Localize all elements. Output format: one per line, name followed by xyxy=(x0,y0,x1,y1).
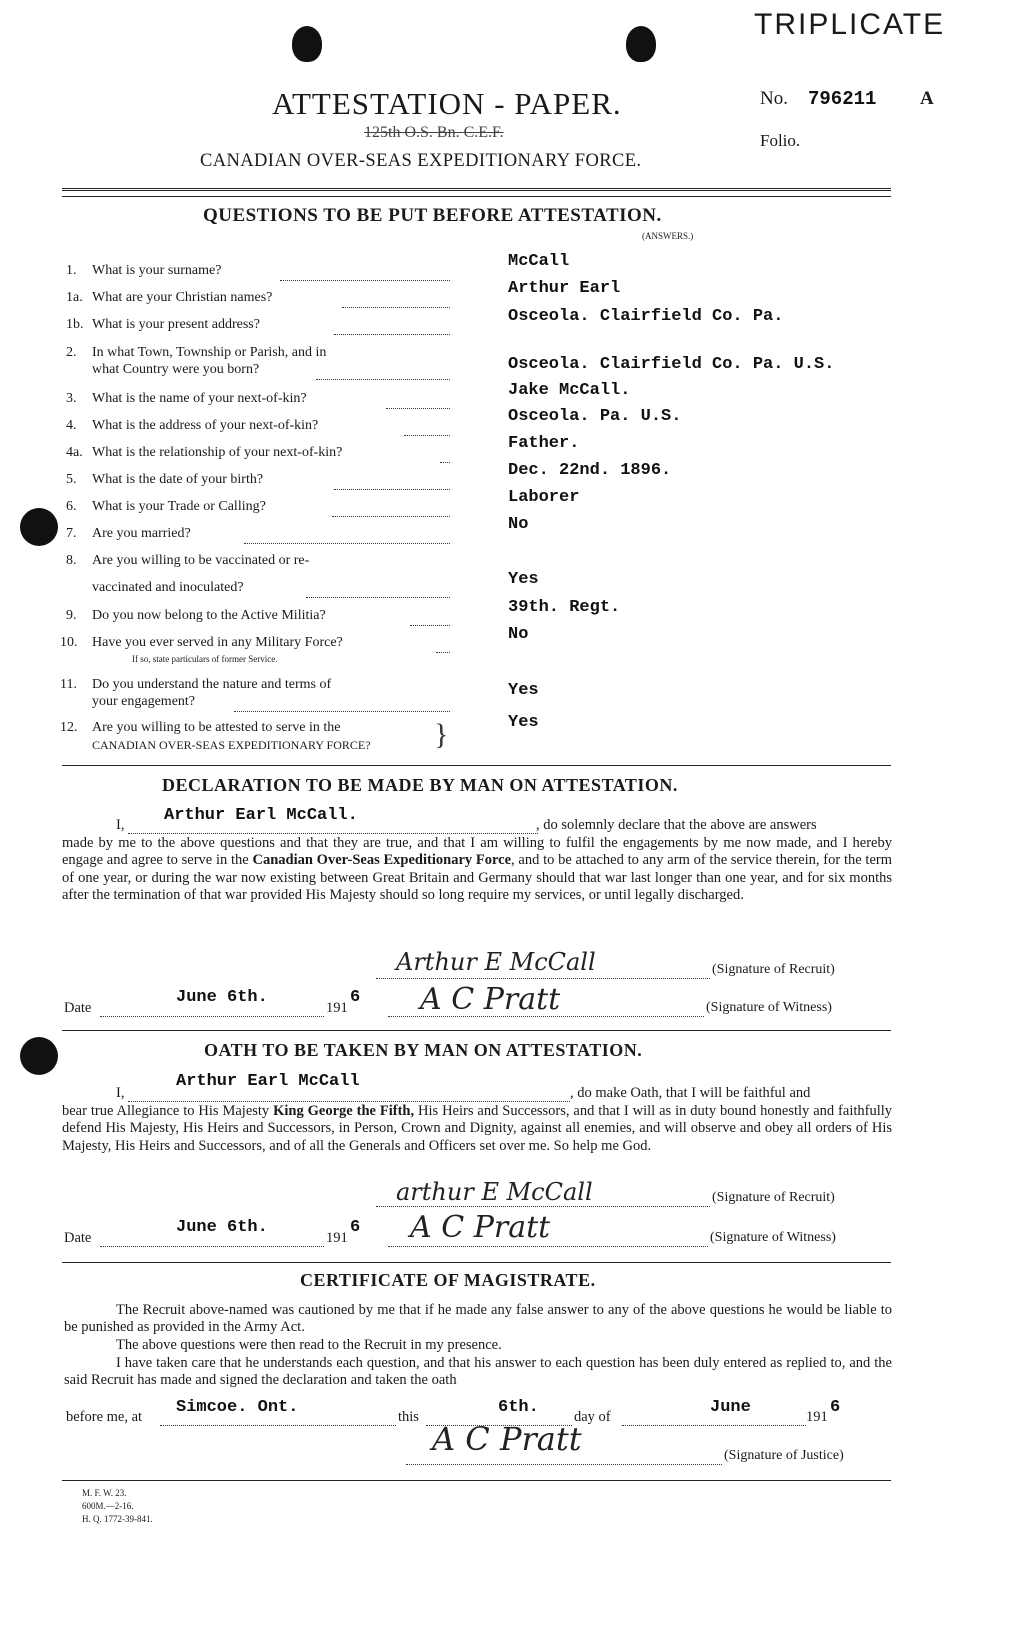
oath-recruit-signature: arthur E McCall xyxy=(396,1178,593,1206)
question-text: What is the address of your next-of-kin? xyxy=(92,418,319,433)
ink-blot-right xyxy=(626,26,656,62)
section-rule xyxy=(62,1030,891,1031)
question-text: Are you willing to be vaccinated or re- xyxy=(92,553,310,568)
question-text-cont: what Country were you born? xyxy=(92,362,260,377)
answer-understand-terms: Yes xyxy=(508,681,539,700)
certificate-this-label: this xyxy=(398,1409,419,1425)
declaration-line1: , do solemnly declare that the above are answers xyxy=(536,817,817,833)
footer-rule xyxy=(62,1480,891,1481)
folio-label: Folio. xyxy=(760,131,801,150)
question-text-cont: CANADIAN OVER-SEAS EXPEDITIONARY FORCE? xyxy=(92,738,371,752)
certificate-day-label: day of xyxy=(574,1409,611,1425)
certificate-year: 191 xyxy=(806,1409,828,1425)
form-number-suffix: A xyxy=(920,88,934,109)
declaration-recruit-signature: Arthur E McCall xyxy=(396,948,596,976)
declaration-witness-label: (Signature of Witness) xyxy=(706,1000,832,1015)
answer-relationship: Father. xyxy=(508,434,580,453)
form-number-label: No. xyxy=(760,88,788,109)
certificate-para-1: The Recruit above-named was cautioned by me that if he made any false answer to any of the above questions he would be liable to be punished as provided in the Army Act. xyxy=(64,1302,892,1336)
answer-birthplace: Osceola. Clairfield Co. Pa. U.S. xyxy=(508,355,835,374)
question-text: Are you willing to be attested to serve in the xyxy=(92,720,341,735)
declaration-heading: DECLARATION TO BE MADE BY MAN ON ATTESTATION. xyxy=(162,775,678,795)
oath-date-label: Date xyxy=(64,1230,92,1246)
declaration-year-digit: 6 xyxy=(350,988,361,1007)
question-number: 1a. xyxy=(66,290,83,305)
question-text: What is the name of your next-of-kin? xyxy=(92,391,307,406)
section-rule xyxy=(62,765,891,766)
answers-label: (ANSWERS.) xyxy=(642,231,694,241)
answer-prior-service: No xyxy=(508,625,529,644)
form-code: M. F. W. 23. xyxy=(82,1488,127,1498)
brace: } xyxy=(434,718,449,751)
declaration-year: 191 xyxy=(326,1000,348,1016)
oath-recruit-label: (Signature of Recruit) xyxy=(712,1190,835,1205)
certificate-place: Simcoe. Ont. xyxy=(176,1398,299,1417)
force-title: CANADIAN OVER-SEAS EXPEDITIONARY FORCE. xyxy=(200,151,642,171)
justice-signature: A C Pratt xyxy=(432,1420,582,1458)
question-text: Do you now belong to the Active Militia? xyxy=(92,608,326,623)
certificate-heading: CERTIFICATE OF MAGISTRATE. xyxy=(300,1270,596,1290)
oath-line1: , do make Oath, that I will be faithful and xyxy=(570,1085,811,1101)
question-text: In what Town, Township or Parish, and in xyxy=(92,345,327,360)
question-text: What is the relationship of your next-of-kin? xyxy=(92,445,343,460)
question-number: 6. xyxy=(66,499,77,514)
punch-hole-top xyxy=(20,508,58,546)
declaration-name: Arthur Earl McCall. xyxy=(164,806,358,825)
oath-witness-signature: A C Pratt xyxy=(410,1210,551,1245)
answer-next-of-kin-address: Osceola. Pa. U.S. xyxy=(508,407,682,426)
question-text: Do you understand the nature and terms of xyxy=(92,677,332,692)
oath-i: I, xyxy=(116,1085,125,1101)
question-number: 4a. xyxy=(66,445,83,460)
question-number: 10. xyxy=(60,635,78,650)
oath-year-digit: 6 xyxy=(350,1218,361,1237)
declaration-witness-signature: A C Pratt xyxy=(420,982,561,1017)
oath-year: 191 xyxy=(326,1230,348,1246)
question-note: If so, state particulars of former Service. xyxy=(132,654,278,664)
punch-hole-bottom xyxy=(20,1037,58,1075)
question-text-cont: your engagement? xyxy=(92,694,196,709)
question-number: 2. xyxy=(66,345,77,360)
question-text: What is the date of your birth? xyxy=(92,472,264,487)
question-text: What is your surname? xyxy=(92,263,222,278)
answer-vaccinated: Yes xyxy=(508,570,539,589)
declaration-date-label: Date xyxy=(64,1000,92,1016)
ink-blot-left xyxy=(292,26,322,62)
answer-willing-to-serve: Yes xyxy=(508,713,539,732)
question-text: What is your Trade or Calling? xyxy=(92,499,266,514)
answer-militia: 39th. Regt. xyxy=(508,598,621,617)
question-text: What is your present address? xyxy=(92,317,260,332)
answer-birth-date: Dec. 22nd. 1896. xyxy=(508,461,672,480)
certificate-para-2: The above questions were then read to the Recruit in my presence. xyxy=(116,1337,502,1353)
answer-surname: McCall xyxy=(508,252,570,271)
certificate-year-digit: 6 xyxy=(830,1398,841,1417)
question-number: 12. xyxy=(60,720,78,735)
oath-heading: OATH TO BE TAKEN BY MAN ON ATTESTATION. xyxy=(204,1040,643,1060)
page-title: ATTESTATION - PAPER. xyxy=(272,86,622,121)
question-number: 4. xyxy=(66,418,77,433)
hq-reference: H. Q. 1772-39-841. xyxy=(82,1514,153,1524)
header-rule xyxy=(62,188,891,191)
justice-label: (Signature of Justice) xyxy=(724,1448,844,1463)
section-rule xyxy=(62,1262,891,1263)
question-number: 5. xyxy=(66,472,77,487)
certificate-month: June xyxy=(710,1398,751,1417)
question-text: Are you married? xyxy=(92,526,191,541)
answer-trade: Laborer xyxy=(508,488,580,507)
question-text: What are your Christian names? xyxy=(92,290,273,305)
question-number: 9. xyxy=(66,608,77,623)
certificate-day: 6th. xyxy=(498,1398,539,1417)
certificate-para-3: I have taken care that he understands each question, and that his answer to each question has been duly entered as replied to, and the said Recruit has made and signed the declaration and taken the oath xyxy=(64,1355,892,1389)
answer-next-of-kin: Jake McCall. xyxy=(508,381,631,400)
question-number: 1. xyxy=(66,263,77,278)
answer-present-address: Osceola. Clairfield Co. Pa. xyxy=(508,307,784,326)
question-number: 3. xyxy=(66,391,77,406)
question-number: 1b. xyxy=(66,317,84,332)
form-number: 796211 xyxy=(808,88,877,110)
declaration-i: I, xyxy=(116,817,125,833)
oath-witness-label: (Signature of Witness) xyxy=(710,1230,836,1245)
triplicate-stamp: TRIPLICATE xyxy=(754,8,946,41)
struck-unit-text: 125th O.S. Bn. C.E.F. xyxy=(364,124,504,141)
question-text: Have you ever served in any Military Force? xyxy=(92,635,343,650)
oath-body: bear true Allegiance to His Majesty King George the Fifth, His Heirs and Successors, and that I will as in duty bound honestly and faithfully defend His Majesty, His Heirs and Successors, in Person, Crown and Dignity, against all enemies, and will observe and obey all orders of His Majesty, His Heirs and Successors, and of all the Generals and Officers set over me. So help me God. xyxy=(62,1103,893,1154)
header-rule-2 xyxy=(62,196,891,197)
certificate-before-label: before me, at xyxy=(66,1409,143,1425)
oath-date: June 6th. xyxy=(176,1218,268,1237)
declaration-body: made by me to the above questions and that they are true, and that I am willing to fulfil the engagements by me now made, and I hereby engage and agree to serve in the Canadian Over-Seas Expeditionary Force, and to be attached to any arm of the service therein, for the term of one year, or during the war now existing between Great Britain and Germany should that war last longer than one year, and for six months after the termination of that war provided His Majesty should so long require my services, or until legally discharged. xyxy=(62,835,892,904)
oath-name: Arthur Earl McCall xyxy=(176,1072,360,1091)
question-number: 7. xyxy=(66,526,77,541)
declaration-recruit-label: (Signature of Recruit) xyxy=(712,962,835,977)
question-number: 8. xyxy=(66,553,77,568)
question-text-cont: vaccinated and inoculated? xyxy=(92,580,244,595)
answer-christian-names: Arthur Earl xyxy=(508,279,621,298)
answer-married: No xyxy=(508,515,529,534)
declaration-date: June 6th. xyxy=(176,988,268,1007)
questions-heading: QUESTIONS TO BE PUT BEFORE ATTESTATION. xyxy=(203,205,662,226)
print-run: 600M.—2-16. xyxy=(82,1501,134,1511)
question-number: 11. xyxy=(60,677,77,692)
